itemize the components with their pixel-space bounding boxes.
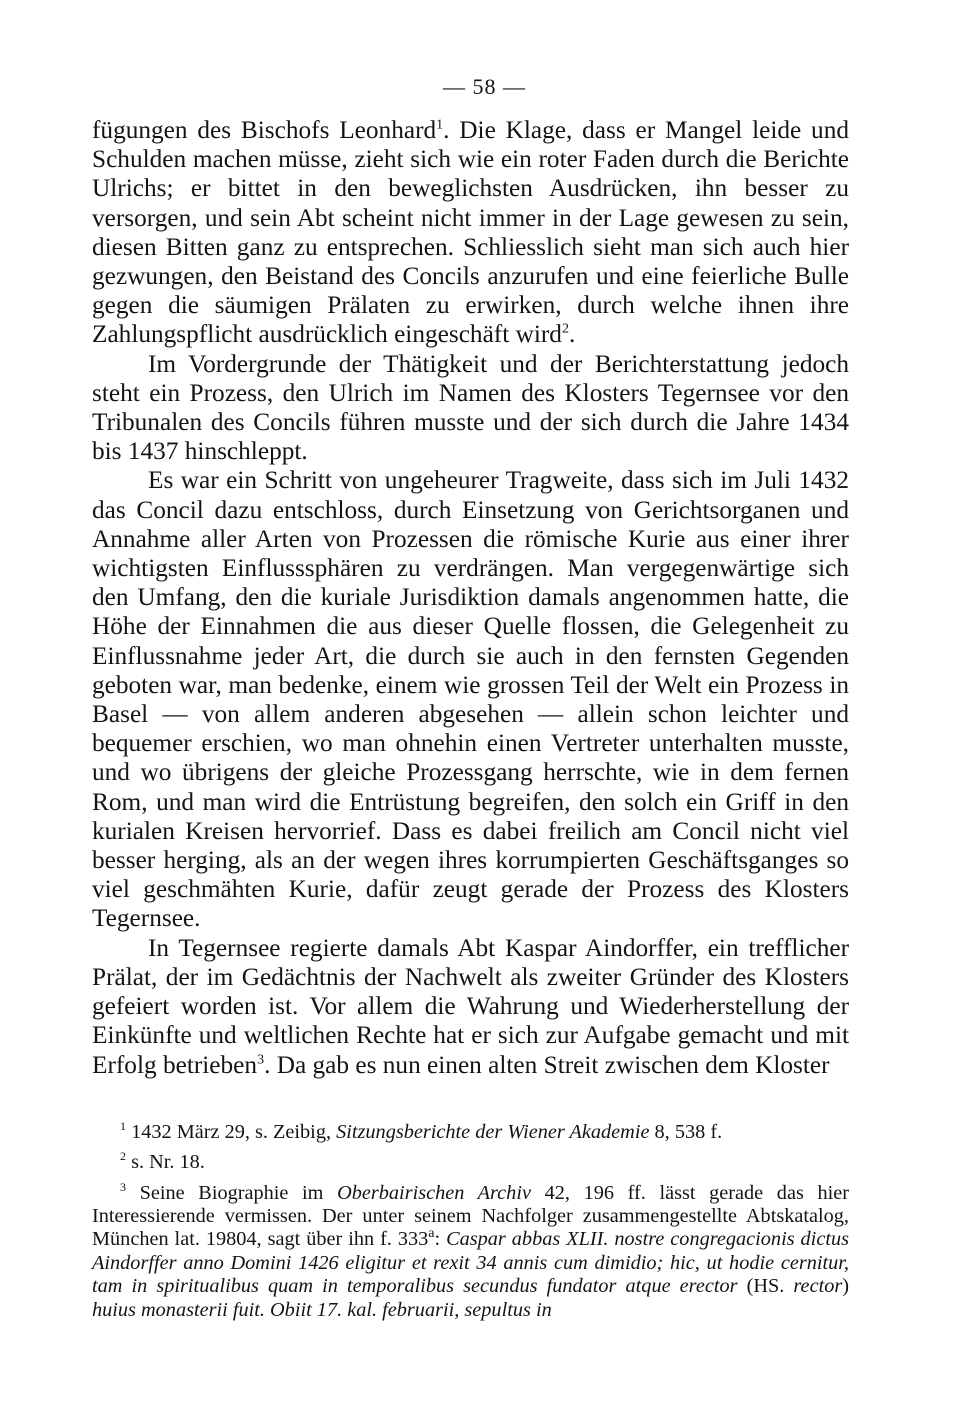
paragraph: [92, 350, 849, 467]
footnote-italic-text: rector: [793, 1275, 843, 1298]
footnote: [92, 1151, 849, 1174]
footnote-reference: 1: [436, 117, 444, 133]
paragraph: [92, 934, 849, 1080]
body-text: [92, 116, 849, 1080]
paragraph-text: .: [568, 320, 576, 349]
page-number: — 58 —: [443, 74, 526, 99]
footnote-marker: 2: [120, 1149, 126, 1164]
footnote-text: 42, 196 ff. lässt gerade das hier Interessierende vermissen. Der unter seinem Nachfolger zusammengestellte Abtskatalog, München lat. 19804, sagt über ihn f. 333: [92, 1181, 849, 1251]
footnote: [92, 1179, 849, 1322]
footnote-text: Seine Biographie im: [126, 1181, 338, 1204]
footnote-marker: 1: [120, 1118, 126, 1133]
footnote-italic-text: Oberbairischen Archiv: [337, 1181, 531, 1204]
footnote-reference: a: [428, 1226, 435, 1242]
paragraph: [92, 116, 849, 350]
paragraph: [92, 466, 849, 933]
footnotes: [92, 1118, 849, 1322]
footnote-italic-text: Sitzungsberichte der Wiener Akademie: [336, 1120, 650, 1143]
footnote-text: ): [842, 1275, 849, 1298]
paragraph-text: fügungen des Bischofs Leonhard: [92, 116, 437, 144]
footnote: [92, 1118, 849, 1144]
footnote-text: s. Nr. 18.: [126, 1151, 205, 1174]
footnote-text: 8, 538 f.: [649, 1120, 723, 1143]
paragraph-text: . Da gab es nun einen alten Streit zwischen dem Kloster: [264, 1050, 830, 1079]
paragraph-text: Es war ein Schritt von ungeheurer Tragweite, dass sich im Juli 1432 das Concil dazu entschloss, durch Einsetzung von Gerichtsorganen und Annahme aller Arten von Prozessen die römische Kurie aus einer ihrer wichtigsten Einflusssphären zu verdrängen. Man vergegenwärtige sich den Umfang, den die kuriale Jurisdiktion damals angenommen hatte, die Höhe der Einnahmen die aus dieser Quelle flossen, die Gelegenheit zu Einflussnahme jeder Art, die durch sie auch in den fernsten Gegenden geboten war, man bedenke, einem wie grossen Teil der Welt ein Prozess in Basel — von allem anderen abgesehen — allein schon leichter und bequemer erschien, wo man ohnehin einen Vertreter unterhalten musste, und wo übrigens der gleiche Prozessgang herrschte, wie in dem fernen Rom, und man wird die Entrüstung begreifen, den solch ein Griff in den kurialen Kreisen hervorrief. Dass es dabei freilich am Concil nicht viel besser herging, als an der wegen ihres korrumpierten Geschäftsganges so viel geschmähten Kurie, dafür zeugt gerade der Prozess des Klosters Tegernsee.: [92, 466, 849, 933]
paragraph-text: In Tegernsee regierte damals Abt Kaspar Aindorffer, ein trefflicher Prälat, der im Gedächtnis der Nachwelt als zweiter Gründer des Klosters gefeiert worden ist. Vor allem die Wahrung und Wiederherstellung der Einkünfte und weltlichen Rechte hat er sich zur Aufgabe gemacht und mit Erfolg betrieben: [92, 933, 849, 1079]
footnote-text: :: [434, 1228, 447, 1251]
paragraph-text: Im Vordergrunde der Thätigkeit und der Berichterstattung jedoch steht ein Prozess, den Ulrich im Namen des Klosters Tegernsee vor den Tribunalen des Concils führen musste und der sich durch die Jahre 1434 bis 1437 hinschleppt.: [92, 349, 849, 466]
paragraph-text: . Die Klage, dass er Mangel leide und Schulden machen müsse, zieht sich wie ein roter Faden durch die Berichte Ulrichs; er bittet in den beweglichsten Ausdrücken, ihn besser zu versorgen, und sein Abt scheint nicht immer in der Lage gewesen zu sein, diesen Bitten ganz zu entsprechen. Schliesslich sieht man sich auch hier gezwungen, den Beistand des Concils anzurufen und eine feierliche Bulle gegen die säumigen Prälaten zu erwirken, durch welche ihnen ihre Zahlungspflicht ausdrücklich eingeschäft wird: [92, 116, 849, 349]
document-page: [92, 72, 849, 1329]
footnote-italic-text: huius monasterii fuit. Obiit 17. kal. februarii, sepultus in: [92, 1298, 552, 1321]
footnote-reference: 2: [561, 322, 569, 337]
footnote-marker: 3: [120, 1179, 126, 1194]
footnote-text: 1432 März 29, s. Zeibig,: [126, 1120, 337, 1143]
footnote-text: (HS.: [737, 1275, 794, 1298]
footnote-italic-text: Caspar abbas XLII. nostre congregacionis dictus Aindorffer anno Domini 1426 eligitur et rexit 34 annis cum dimidio; hic, ut hodie cernitur, tam in spiritualibus quam in temporalibus secundus fundator atque erector: [92, 1228, 849, 1298]
footnote-reference: 3: [257, 1052, 265, 1068]
